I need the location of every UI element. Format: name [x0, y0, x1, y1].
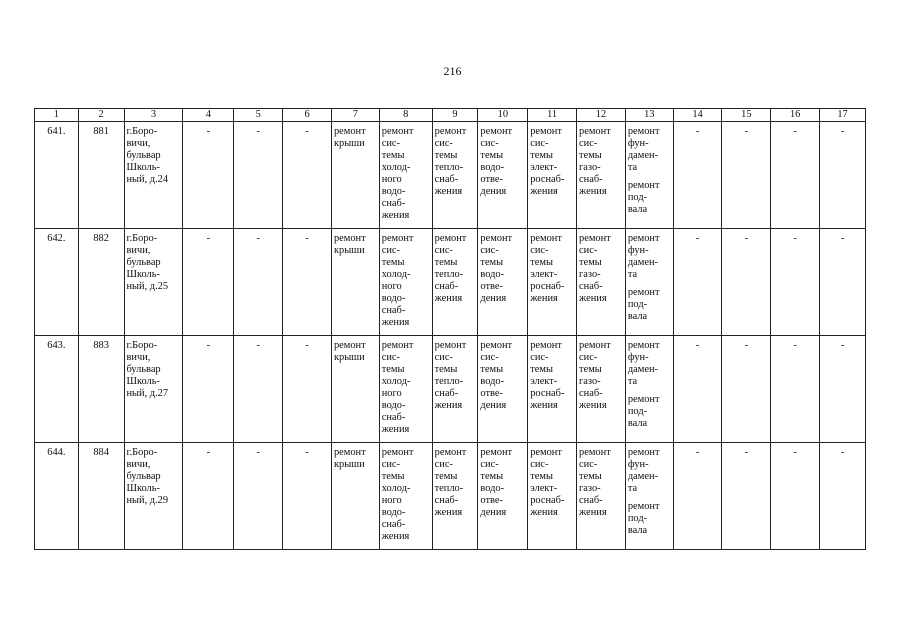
value-cell: -	[673, 122, 722, 229]
work-cell: ремонт крыши	[331, 443, 379, 550]
work-cell	[625, 336, 673, 443]
work-cell: ремонт сис- темы холод- ного водо- снаб- жения	[379, 443, 432, 550]
work-cell: ремонт сис- темы тепло- снаб- жения	[432, 122, 478, 229]
address-cell: г.Боро- вичи, бульвар Школь- ный, д.29	[124, 443, 183, 550]
work-cell: ремонт крыши	[331, 336, 379, 443]
header-cell: 7	[331, 109, 379, 122]
work-cell: ремонт сис- темы тепло- снаб- жения	[432, 336, 478, 443]
work-cell: ремонт сис- темы водо- отве- дения	[478, 443, 528, 550]
header-cell: 4	[183, 109, 234, 122]
value-cell: -	[722, 443, 771, 550]
work-item: ремонт фун- дамен- та	[627, 126, 660, 173]
work-cell: ремонт сис- темы газо- снаб- жения	[577, 336, 626, 443]
header-cell: 1	[35, 109, 79, 122]
value-cell: -	[183, 229, 234, 336]
work-cell: ремонт сис- темы элект- роснаб- жения	[528, 229, 577, 336]
row-number: 641.	[35, 122, 79, 229]
object-code: 883	[78, 336, 124, 443]
value-cell: -	[771, 443, 820, 550]
table-header	[35, 109, 866, 122]
work-cell: ремонт сис- темы холод- ного водо- снаб- жения	[379, 336, 432, 443]
header-cell: 6	[283, 109, 332, 122]
object-code: 881	[78, 122, 124, 229]
work-item: ремонт под- вала	[627, 180, 660, 215]
header-cell: 15	[722, 109, 771, 122]
header-cell: 17	[820, 109, 866, 122]
work-cell: ремонт сис- темы тепло- снаб- жения	[432, 443, 478, 550]
object-code: 884	[78, 443, 124, 550]
header-cell: 14	[673, 109, 722, 122]
value-cell: -	[283, 122, 332, 229]
work-cell: ремонт сис- темы газо- снаб- жения	[577, 229, 626, 336]
value-cell: -	[771, 122, 820, 229]
value-cell: -	[771, 336, 820, 443]
value-cell: -	[183, 443, 234, 550]
value-cell: -	[771, 229, 820, 336]
header-cell: 3	[124, 109, 183, 122]
value-cell: -	[820, 336, 866, 443]
work-cell: ремонт сис- темы газо- снаб- жения	[577, 122, 626, 229]
work-cell	[625, 443, 673, 550]
value-cell: -	[673, 443, 722, 550]
work-cell: ремонт сис- темы газо- снаб- жения	[577, 443, 626, 550]
work-item: ремонт под- вала	[627, 287, 660, 322]
work-cell: ремонт сис- темы элект- роснаб- жения	[528, 336, 577, 443]
value-cell: -	[183, 336, 234, 443]
header-cell: 11	[528, 109, 577, 122]
value-cell: -	[722, 229, 771, 336]
header-cell: 5	[234, 109, 283, 122]
work-cell: ремонт крыши	[331, 122, 379, 229]
header-cell: 2	[78, 109, 124, 122]
work-cell: ремонт сис- темы тепло- снаб- жения	[432, 229, 478, 336]
header-cell: 16	[771, 109, 820, 122]
header-cell: 10	[478, 109, 528, 122]
work-cell: ремонт сис- темы водо- отве- дения	[478, 122, 528, 229]
address-cell: г.Боро- вичи, бульвар Школь- ный, д.27	[124, 336, 183, 443]
work-cell: ремонт крыши	[331, 229, 379, 336]
value-cell: -	[234, 336, 283, 443]
header-cell: 13	[625, 109, 673, 122]
work-item: ремонт фун- дамен- та	[627, 233, 660, 280]
work-cell	[625, 229, 673, 336]
value-cell: -	[820, 229, 866, 336]
work-item: ремонт фун- дамен- та	[627, 340, 660, 387]
value-cell: -	[673, 229, 722, 336]
value-cell: -	[673, 336, 722, 443]
table-row	[35, 443, 866, 550]
work-cell: ремонт сис- темы водо- отве- дения	[478, 336, 528, 443]
header-row	[35, 109, 866, 122]
value-cell: -	[820, 122, 866, 229]
header-cell: 9	[432, 109, 478, 122]
work-cell: ремонт сис- темы элект- роснаб- жения	[528, 122, 577, 229]
value-cell: -	[283, 443, 332, 550]
work-cell: ремонт сис- темы водо- отве- дения	[478, 229, 528, 336]
address-cell: г.Боро- вичи, бульвар Школь- ный, д.24	[124, 122, 183, 229]
value-cell: -	[820, 443, 866, 550]
page-number: 216	[443, 64, 462, 78]
register-table	[34, 108, 866, 550]
value-cell: -	[234, 122, 283, 229]
work-cell	[625, 122, 673, 229]
value-cell: -	[722, 336, 771, 443]
work-item: ремонт под- вала	[627, 501, 660, 536]
work-cell: ремонт сис- темы холод- ного водо- снаб- жения	[379, 229, 432, 336]
row-number: 642.	[35, 229, 79, 336]
table-row	[35, 336, 866, 443]
work-cell: ремонт сис- темы элект- роснаб- жения	[528, 443, 577, 550]
address-cell: г.Боро- вичи, бульвар Школь- ный, д.25	[124, 229, 183, 336]
row-number: 644.	[35, 443, 79, 550]
value-cell: -	[234, 229, 283, 336]
object-code: 882	[78, 229, 124, 336]
work-item: ремонт под- вала	[627, 394, 660, 429]
value-cell: -	[183, 122, 234, 229]
work-cell: ремонт сис- темы холод- ного водо- снаб- жения	[379, 122, 432, 229]
row-number: 643.	[35, 336, 79, 443]
value-cell: -	[722, 122, 771, 229]
value-cell: -	[234, 443, 283, 550]
value-cell: -	[283, 229, 332, 336]
header-cell: 12	[577, 109, 626, 122]
table-row	[35, 229, 866, 336]
work-item: ремонт фун- дамен- та	[627, 447, 660, 494]
value-cell: -	[283, 336, 332, 443]
table-row	[35, 122, 866, 229]
header-cell: 8	[379, 109, 432, 122]
